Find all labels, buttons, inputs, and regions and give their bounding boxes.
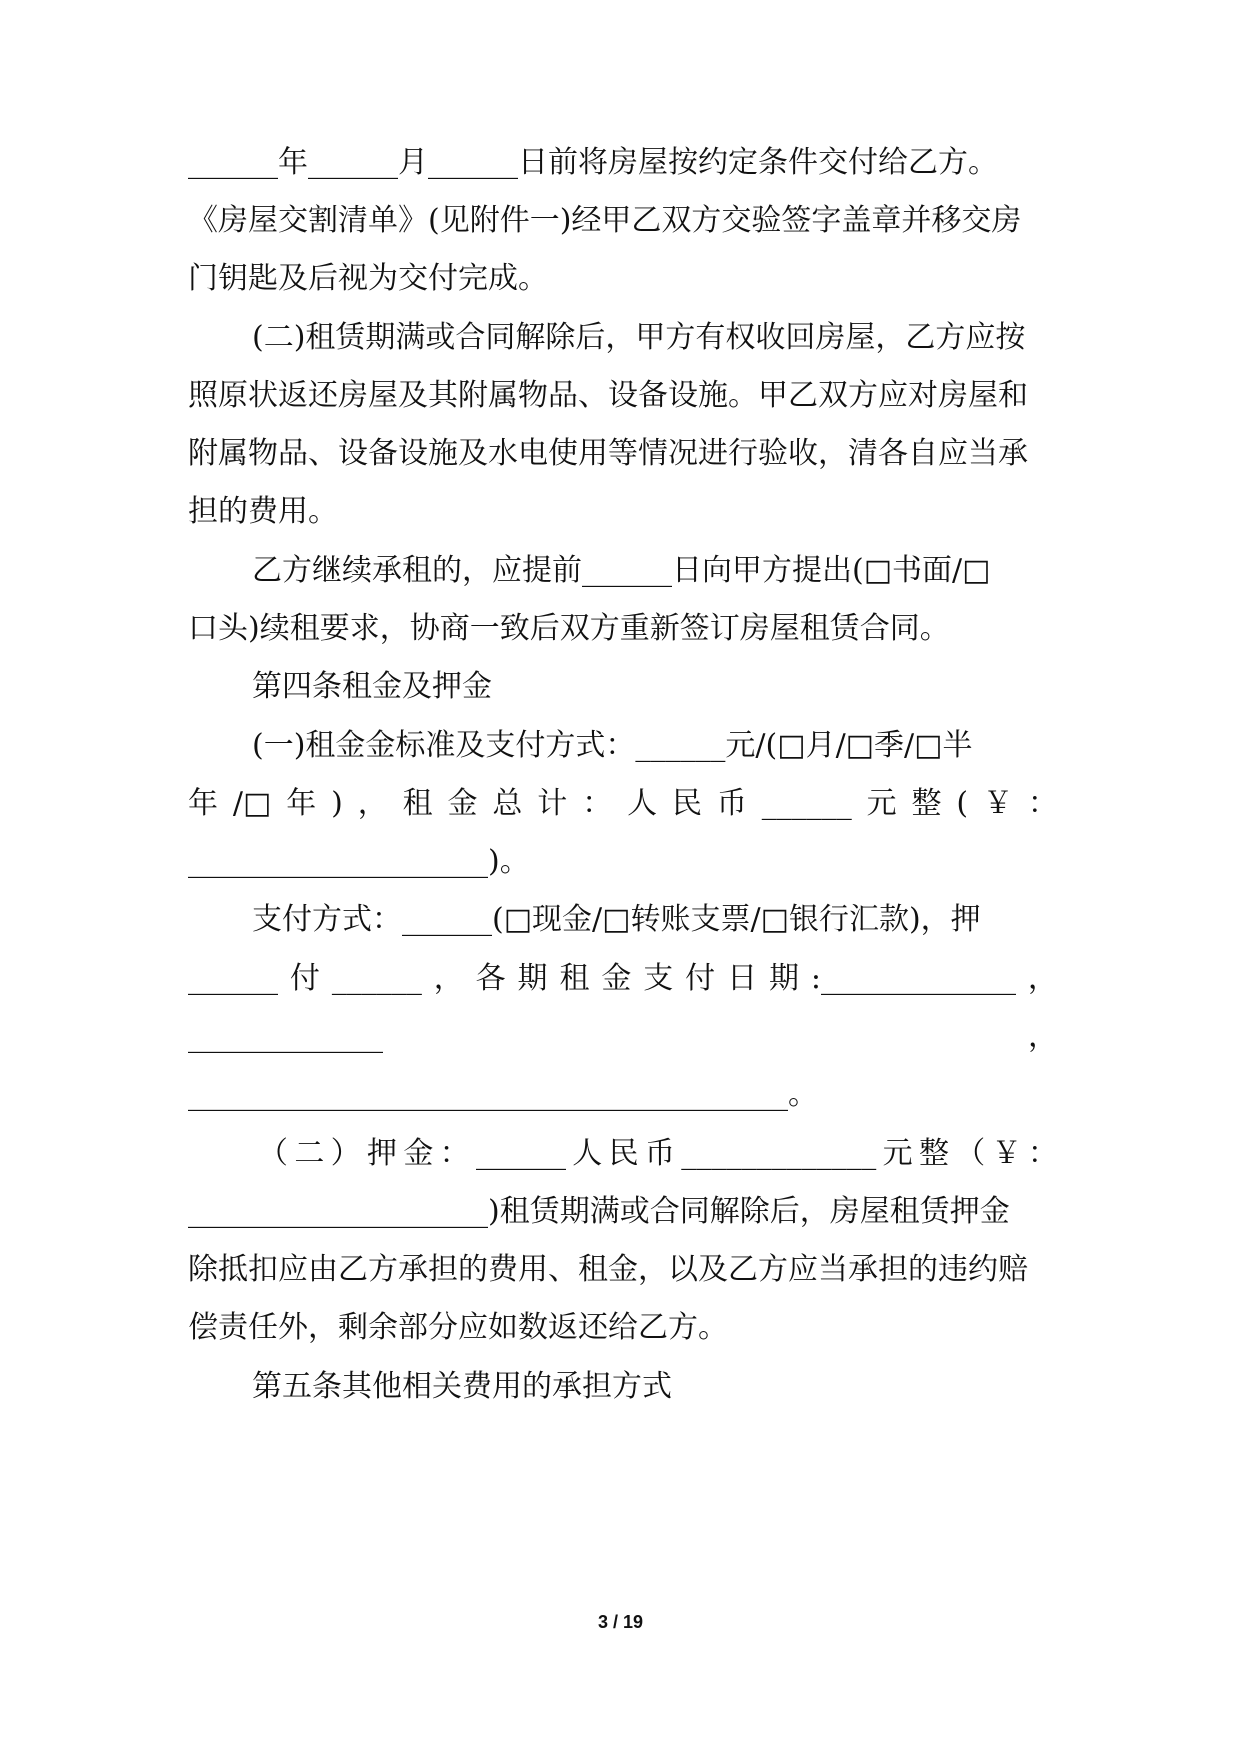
word: 年 [188,786,218,821]
word: 租 [402,786,433,821]
word: （ [258,1136,288,1171]
text-line-16 [188,1017,1058,1057]
word: 支 [643,961,674,996]
word: ： [1027,1136,1058,1171]
text-line-5: 照原状返还房屋及其附属物品、设备设施。甲乙双方应对房屋和 [188,378,1028,413]
word: 付 [289,961,320,996]
word: 币 [716,786,747,821]
word: 元 [866,786,897,821]
word: 民 [671,786,702,821]
word: 整 [918,1136,949,1171]
word: ( [956,786,969,821]
word: 金 [447,786,478,821]
text-line-19: ____________________)租赁期满或合同解除后，房屋租赁押金 [188,1194,1010,1229]
word: 租 [559,961,590,996]
word: ______ [761,786,852,821]
word: ______ [475,1136,566,1171]
text-line-3: 门钥匙及后视为交付完成。 [188,261,548,296]
text-line-14: 支付方式：______(□现金/□转账支票/□银行汇款)，押 [252,902,981,937]
word: 二 [294,1136,325,1171]
text-line-15 [188,959,1058,999]
text-line-4: (二)租赁期满或合同解除后，甲方有权收回房屋，乙方应按 [252,320,1026,355]
word: （ [955,1136,986,1171]
section-heading-4: 第四条租金及押金 [252,669,492,704]
word: /□ [232,786,272,821]
word: 总 [492,786,523,821]
word: 计 [537,786,568,821]
text-line-2: 《房屋交割清单》(见附件一)经甲乙双方交验签字盖章并移交房 [188,203,1022,238]
word: 押 [366,1136,397,1171]
section-heading-5: 第五条其他相关费用的承担方式 [252,1369,672,1404]
word: 期 [768,961,799,996]
text-line-13: ____________________)。 [188,844,530,879]
word: 日 [727,961,758,996]
text-line-18 [258,1134,1058,1174]
word: ￥ [991,1136,1022,1171]
text-line-12 [188,784,1058,824]
word: ， [1028,1019,1058,1054]
word: ￥ [983,786,1014,821]
word: ， [433,961,464,996]
text-line-7: 担的费用。 [188,494,338,529]
text-line-8: 乙方继续承租的，应提前______日向甲方提出(□书面/□ [252,553,991,588]
word: 年 [286,786,317,821]
word: ， [1027,961,1058,996]
word: ______ [188,961,278,996]
word: _____________ [188,1019,383,1054]
word: 金 [601,961,632,996]
text-line-6: 附属物品、设备设施及水电使用等情况进行验收，清各自应当承 [188,436,1028,471]
word: ， [357,786,388,821]
word: 元 [882,1136,913,1171]
text-line-20: 除抵扣应由乙方承担的费用、租金，以及乙方应当承担的违约赔 [188,1252,1028,1287]
word: 人 [572,1136,603,1171]
word: ______ [331,961,422,996]
text-line-17: ________________________________________。 [188,1077,818,1112]
word: 金 [403,1136,434,1171]
word: 人 [627,786,658,821]
word: 民 [608,1136,639,1171]
word: 各 [475,961,506,996]
word: :_____________ [810,961,1016,996]
word: _____________ [681,1136,877,1171]
word: ： [439,1136,470,1171]
word: 整 [911,786,942,821]
word: 付 [685,961,716,996]
word: ) [331,786,343,821]
text-line-21: 偿责任外，剩余部分应如数返还给乙方。 [188,1310,728,1345]
word: ） [330,1136,361,1171]
word: 期 [517,961,548,996]
word: ： [1027,786,1058,821]
page-number: 3 / 19 [597,1612,644,1632]
text-line-1: ______年______月______日前将房屋按约定条件交付给乙方。 [188,145,998,180]
word: 币 [644,1136,675,1171]
text-line-11: (一)租金金标准及支付方式：______元/(□月/□季/□半 [252,728,973,763]
text-line-9: 口头)续租要求，协商一致后双方重新签订房屋租赁合同。 [188,611,950,646]
word: ： [582,786,613,821]
